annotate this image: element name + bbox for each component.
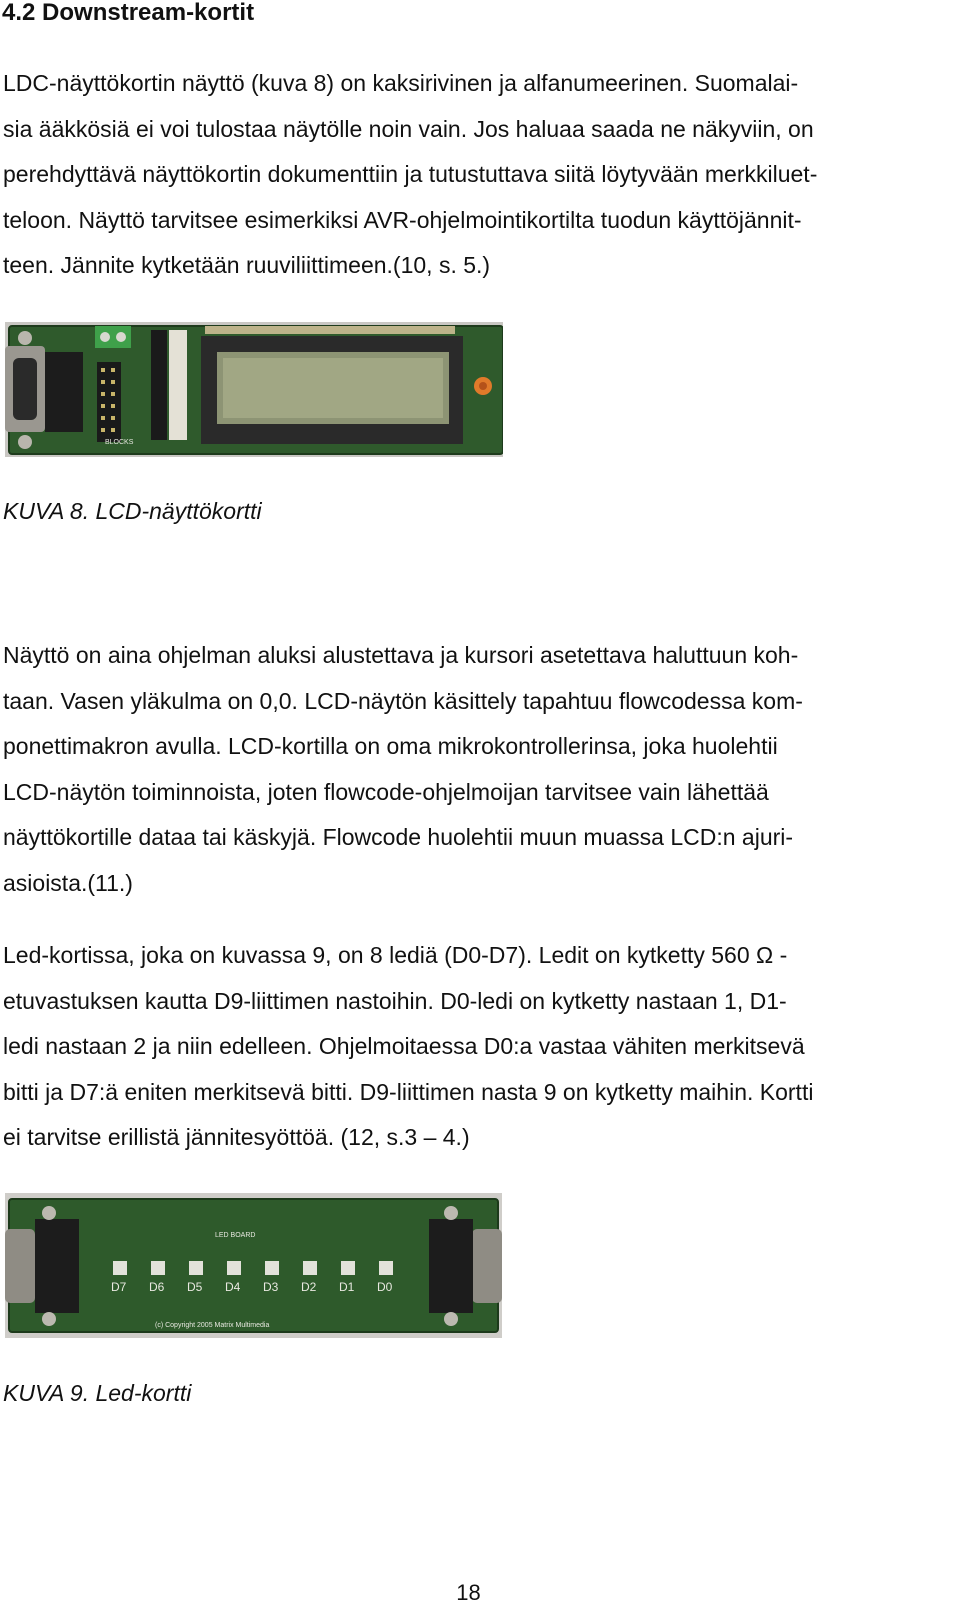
text-line: teen. Jännite kytketään ruuviliittimeen.(10, s. 5.) <box>3 252 491 278</box>
text-line: sia ääkkösiä ei voi tulostaa näytölle noin vain. Jos haluaa saada ne näkyviin, on <box>3 115 814 142</box>
board-copyright-text: (c) Copyright 2005 Matrix Multimedia <box>155 1322 270 1329</box>
led-label-d1: D1 <box>339 1280 355 1294</box>
section-heading: 4.2 Downstream-kortit <box>2 0 255 26</box>
board-silkscreen-label: LED BOARD <box>215 1232 256 1239</box>
led-label-d6: D6 <box>149 1280 165 1294</box>
text-line: asioista.(11.) <box>3 869 133 896</box>
led-label-d7: D7 <box>111 1280 127 1294</box>
figure-8-caption: KUVA 8. LCD-näyttökortti <box>3 498 262 524</box>
paragraph-lcd-intro <box>3 61 817 289</box>
lcd-board-photo <box>5 322 503 457</box>
page-number: 18 <box>456 1580 481 1605</box>
text-line: LDC-näyttökortin näyttö (kuva 8) on kaksirivinen ja alfanumeerinen. Suomalai- <box>3 70 799 96</box>
text-line: teloon. Näyttö tarvitsee esimerkiksi AVR-ohjelmointikortilta tuodun käyttöjännit- <box>3 206 802 233</box>
led-label-d2: D2 <box>301 1280 317 1294</box>
text-line: LCD-näytön toiminnoista, joten flowcode-ohjelmoijan tarvitsee vain lähettää <box>3 778 769 805</box>
text-line: näyttökortille dataa tai käskyjä. Flowcode huolehtii muun muassa LCD:n ajuri- <box>3 824 794 850</box>
text-line: ledi nastaan 2 ja niin edelleen. Ohjelmoitaessa D0:a vastaa vähiten merkitsevä <box>3 1033 805 1059</box>
paragraph-led-board <box>3 933 813 1161</box>
text-line: Näyttö on aina ohjelman aluksi alustettava ja kursori asetettava haluttuun koh- <box>3 642 799 668</box>
text-line: perehdyttävä näyttökortin dokumenttiin ja tutustuttava siitä löytyvään merkkiluet- <box>3 161 818 187</box>
text-line: etuvastuksen kautta D9-liittimen nastoihin. D0-ledi on kytketty nastaan 1, D1- <box>3 987 787 1014</box>
led-board-photo <box>5 1193 502 1338</box>
text-line: bitti ja D7:ä eniten merkitsevä bitti. D9-liittimen nasta 9 on kytketty maihin. Kortti <box>3 1078 814 1105</box>
led-label-d0: D0 <box>377 1280 393 1294</box>
text-line: ei tarvitse erillistä jännitesyöttöä. (12, s.3 – 4.) <box>3 1124 470 1150</box>
paragraph-lcd-usage <box>3 633 803 906</box>
text-line: taan. Vasen yläkulma on 0,0. LCD-näytön käsittely tapahtuu flowcodessa kom- <box>3 687 803 714</box>
text-line: Led-kortissa, joka on kuvassa 9, on 8 lediä (D0-D7). Ledit on kytketty 560 Ω - <box>3 942 788 968</box>
led-label-d5: D5 <box>187 1280 203 1294</box>
figure-9-caption: KUVA 9. Led-kortti <box>3 1380 192 1406</box>
text-line: ponettimakron avulla. LCD-kortilla on oma mikrokontrollerinsa, joka huolehtii <box>3 733 778 759</box>
board-silkscreen-label: BLOCKS <box>105 439 134 446</box>
led-label-d4: D4 <box>225 1280 241 1294</box>
led-label-d3: D3 <box>263 1280 279 1294</box>
